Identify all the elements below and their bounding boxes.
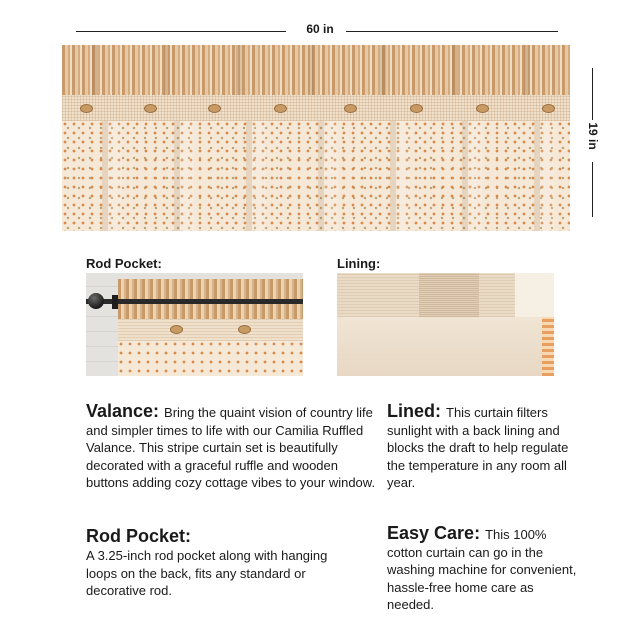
wooden-button (144, 104, 157, 113)
wooden-button (80, 104, 93, 113)
lining-loop-panel (419, 273, 479, 317)
lining-right-fabric (515, 273, 554, 317)
feature-lined-title: Lined: (387, 401, 446, 421)
feature-rod-pocket-title: Rod Pocket: (86, 526, 192, 546)
curtain-rod (86, 299, 303, 304)
wooden-button (274, 104, 287, 113)
lining-caption: Lining: (337, 256, 381, 271)
feature-valance-title: Valance: (86, 401, 165, 421)
feature-easy-care-title: Easy Care: (387, 523, 486, 543)
feature-valance (86, 403, 376, 492)
valance-folds-shading (62, 121, 570, 231)
rod-pocket-caption: Rod Pocket: (86, 256, 162, 271)
wooden-button (542, 104, 555, 113)
feature-lined-text: This curtain filters sunlight with a back lining and blocks the draft to help regulate the temperature in any room all year. (387, 405, 569, 490)
lining-check-edge (542, 317, 554, 376)
height-dimension-line-bottom (592, 162, 593, 217)
rod-finial-icon (88, 293, 104, 309)
wooden-button (476, 104, 489, 113)
feature-rod-pocket (86, 525, 336, 600)
valance-gingham-band (62, 95, 570, 121)
valance-product-image (62, 45, 570, 231)
rod-pocket-photo (86, 273, 303, 376)
width-dimension-line-right (346, 31, 558, 32)
wooden-button (208, 104, 221, 113)
height-dimension-label: 19 in (586, 122, 600, 150)
lining-photo (337, 273, 554, 376)
wooden-button (238, 325, 251, 334)
width-dimension-line-left (76, 31, 286, 32)
feature-lined (387, 403, 577, 492)
lining-body-fabric (337, 317, 554, 376)
feature-rod-pocket-text: A 3.25-inch rod pocket along with hanging loops on the back, fits any standard or decorative rod. (86, 548, 328, 598)
rod-bracket (112, 295, 118, 309)
wooden-button (344, 104, 357, 113)
feature-valance-text: Bring the quaint vision of country life and simpler times to life with our Camilia Ruffled Valance. This stripe curtain set is beautifully decorated with a graceful ruffle and wooden buttons adding cozy cottage vibes to your window. (86, 405, 376, 490)
wooden-button (170, 325, 183, 334)
valance-ruffle-shading (62, 45, 570, 95)
rod-curtain-floral (118, 341, 303, 376)
width-dimension-label: 60 in (306, 22, 334, 36)
feature-easy-care (387, 525, 577, 614)
feature-easy-care-text: This 100% cotton curtain can go in the washing machine for convenient, hassle-free home care as needed. (387, 527, 577, 612)
height-dimension-line-top (592, 68, 593, 120)
rod-curtain-band (118, 319, 303, 341)
wooden-button (410, 104, 423, 113)
